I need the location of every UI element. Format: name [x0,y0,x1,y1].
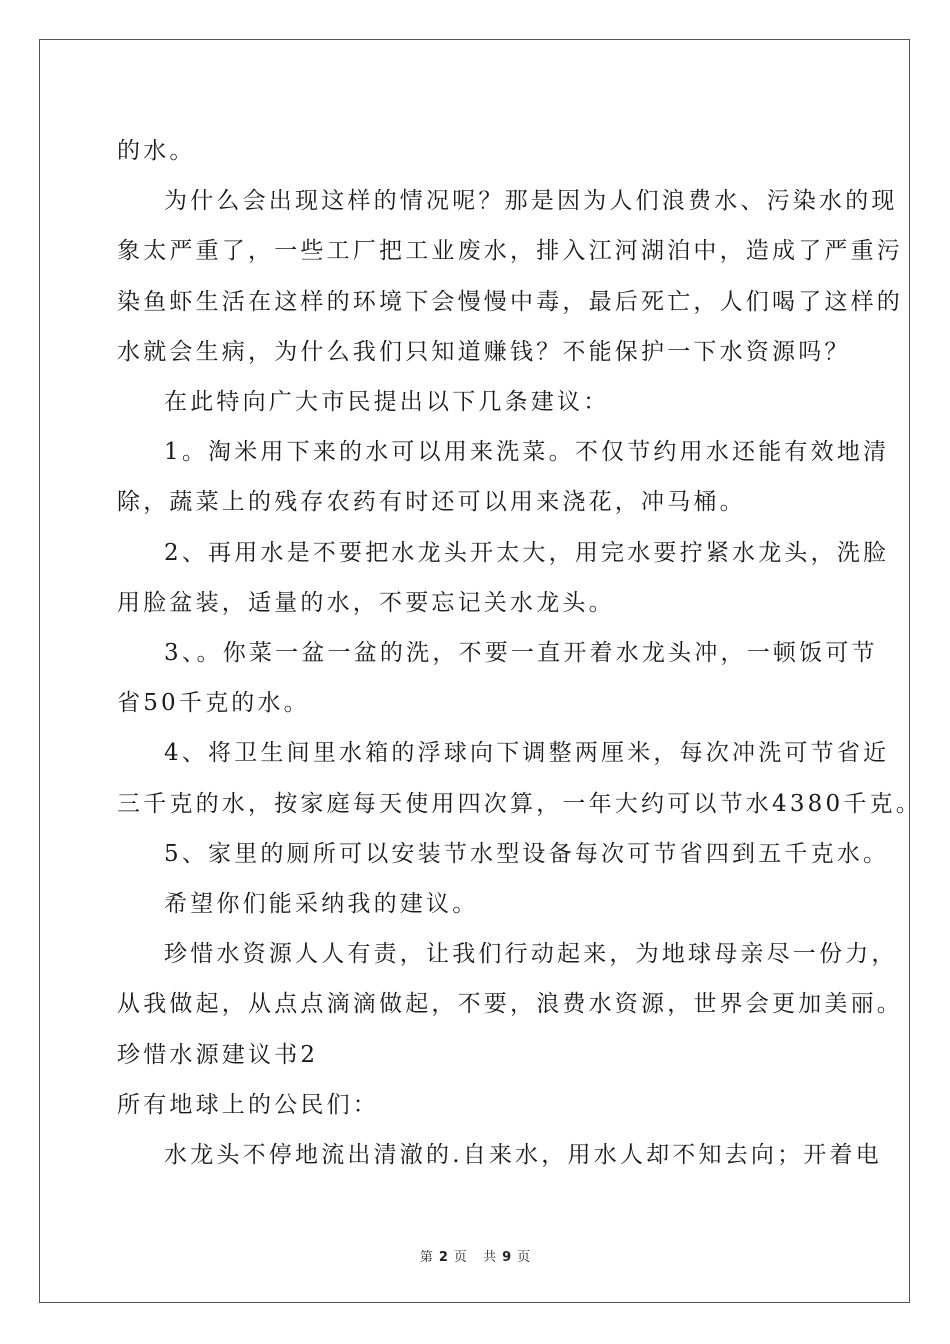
page-footer [0,1246,950,1265]
text-line-1: 的水。 [117,138,196,164]
text-line-21: 水龙头不停地流出清澈的.自来水，用水人却不知去向；开着电 [164,1142,882,1168]
text-line-9: 2、再用水是不要把水龙头开太大，用完水要拧紧水龙头，洗脸 [164,540,890,566]
text-line-8: 除，蔬菜上的残存农药有时还可以用来浇花，冲马桶。 [117,489,746,515]
text-line-12: 省50千克的水。 [117,690,310,716]
text-line-13: 4、将卫生间里水箱的浮球向下调整两厘米，每次冲洗可节省近 [164,740,890,766]
text-line-15: 5、家里的厕所可以安装节水型设备每次可节省四到五千克水。 [164,841,890,867]
text-line-7: 1。淘米用下来的水可以用来洗菜。不仅节约用水还能有效地清 [164,439,890,465]
page-total: 共 9 页 [483,1250,531,1265]
section-title: 珍惜水源建议书2 [117,1042,319,1068]
text-line-17: 珍惜水资源人人有责，让我们行动起来，为地球母亲尽一份力， [164,941,898,967]
page-number: 第 2 页 [419,1250,467,1265]
text-line-2: 为什么会出现这样的情况呢？那是因为人们浪费水、污染水的现 [164,188,898,214]
text-line-10: 用脸盆装，适量的水，不要忘记关水龙头。 [117,590,615,616]
salutation: 所有地球上的公民们： [117,1092,379,1118]
text-line-4: 染鱼虾生活在这样的环境下会慢慢中毒，最后死亡，人们喝了这样的 [117,289,903,315]
text-line-6: 在此特向广大市民提出以下几条建议： [164,389,610,415]
text-line-18: 从我做起，从点点滴滴做起，不要，浪费水资源，世界会更加美丽。 [117,991,903,1017]
text-line-11: 3、。你菜一盆一盆的洗，不要一直开着水龙头冲，一顿饭可节 [164,640,878,666]
text-line-5: 水就会生病，为什么我们只知道赚钱？不能保护一下水资源吗？ [117,339,851,365]
text-line-3: 象太严重了，一些工厂把工业废水，排入江河湖泊中，造成了严重污 [117,238,903,264]
text-line-16: 希望你们能采纳我的建议。 [164,891,479,917]
text-line-14: 三千克的水，按家庭每天使用四次算，一年大约可以节水4380千克。 [117,791,922,817]
